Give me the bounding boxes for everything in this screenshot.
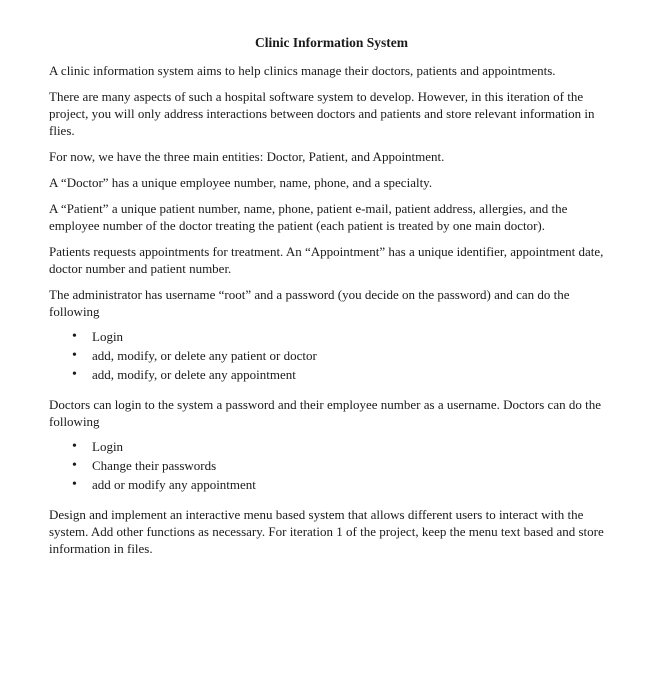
paragraph-closing: Design and implement an interactive menu based system that allows different users to interact with the system. Add other functions as necessary. For iteration 1 of the project, keep the menu text based and store information in files. (49, 507, 604, 556)
list-item: • Login (49, 327, 614, 346)
paragraph-doctor: A “Doctor” has a unique employee number, name, phone, and a specialty. (49, 175, 433, 190)
paragraph-scope: There are many aspects of such a hospital software system to develop. However, in this iteration of the project, you will only address interactions between doctors and patients and store relevant information in flies. (49, 89, 595, 138)
paragraph-patient: A “Patient” a unique patient number, name, phone, patient e-mail, patient address, allergies, and the employee number of the doctor treating the patient (each patient is treated by one main doctor). (49, 201, 568, 233)
list-item: • Login (49, 437, 614, 456)
paragraph-doctor-login: Doctors can login to the system a password and their employee number as a username. Doctors can do the following (49, 397, 601, 429)
doctor-capabilities-list (49, 437, 614, 494)
list-item: • add, modify, or delete any patient or doctor (49, 346, 614, 365)
admin-capabilities-list (49, 327, 614, 384)
document-page (49, 34, 614, 566)
paragraph-appointment: Patients requests appointments for treatment. An “Appointment” has a unique identifier, appointment date, doctor number and patient number. (49, 244, 604, 276)
paragraph-administrator: The administrator has username “root” and a password (you decide on the password) and can do the following (49, 287, 570, 319)
list-item: • add, modify, or delete any appointment (49, 365, 614, 384)
paragraph-entities: For now, we have the three main entities: Doctor, Patient, and Appointment. (49, 149, 445, 164)
document-title: Clinic Information System (255, 35, 408, 50)
list-item: • Change their passwords (49, 456, 614, 475)
list-item: • add or modify any appointment (49, 475, 614, 494)
paragraph-intro: A clinic information system aims to help clinics manage their doctors, patients and appointments. (49, 63, 556, 78)
